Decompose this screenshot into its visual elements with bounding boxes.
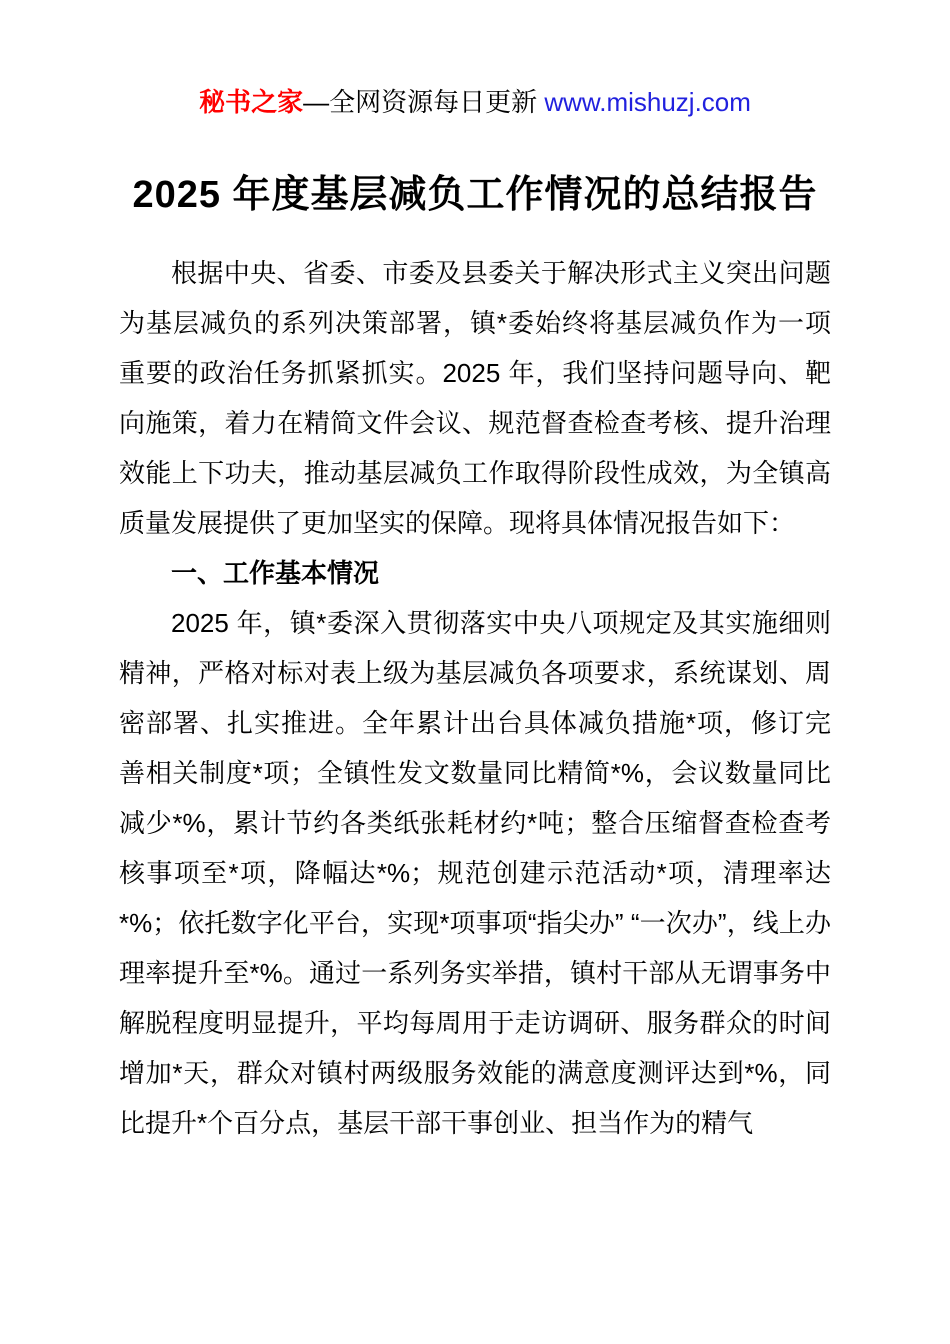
site-url-link[interactable]: www.mishuzj.com — [544, 87, 751, 117]
document-title: 2025 年度基层减负工作情况的总结报告 — [132, 174, 818, 216]
site-header-tagline: —全网资源每日更新 — [303, 87, 545, 117]
site-brand-text: 秘书之家 — [199, 87, 304, 117]
document-body — [119, 248, 831, 1148]
paragraph-section-1: 2025 年，镇*委深入贯彻落实中央八项规定及其实施细则精神，严格对标对表上级为基层减负各项要求，系统谋划、周密部署、扎实推进。全年累计出台具体减负措施*项，修订完善相关制度*项；全镇性发文数量同比精简*%，会议数量同比减少*%，累计节约各类纸张耗材约*吨；整合压缩督查检查考核事项至*项，降幅达*%；规范创建示范活动*项，清理率达*%；依托数字化平台，实现*项事项“指尖办” “一次办”，线上办理率提升至*%。通过一系列务实举措，镇村干部从无谓事务中解脱程度明显提升，平均每周用于走访调研、服务群众的时间增加*天，群众对镇村两级服务效能的满意度测评达到*%，同比提升*个百分点，基层干部干事创业、担当作为的精气 — [119, 608, 831, 1138]
site-header — [0, 0, 950, 118]
section-heading-1: 一、工作基本情况 — [171, 558, 380, 588]
paragraph-intro: 根据中央、省委、市委及县委关于解决形式主义突出问题为基层减负的系列决策部署，镇*委始终将基层减负作为一项重要的政治任务抓紧抓实。2025 年，我们坚持问题导向、靶向施策，着力在精简文件会议、规范督查检查考核、提升治理效能上下功夫，推动基层减负工作取得阶段性成效，为全镇高质量发展提供了更加坚实的保障。现将具体情况报告如下： — [119, 258, 831, 538]
